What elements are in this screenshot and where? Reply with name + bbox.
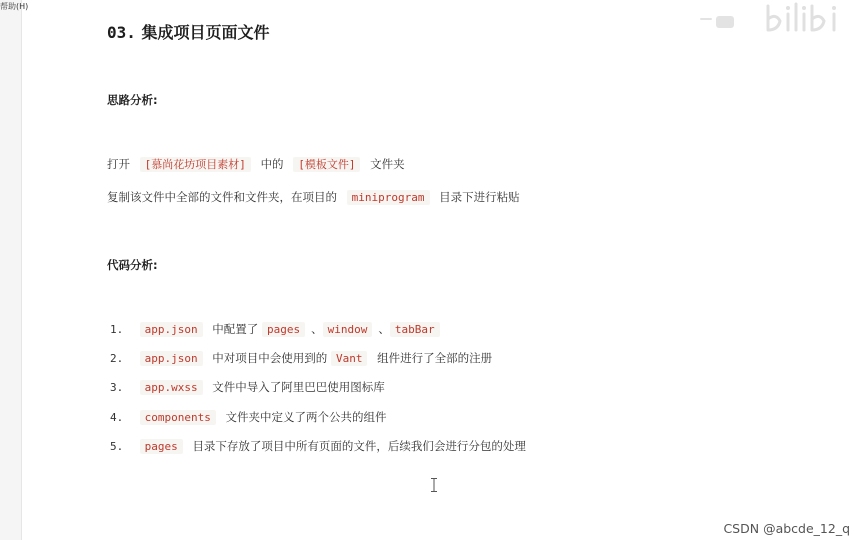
page-title bbox=[107, 20, 270, 43]
list-text: 中配置了 bbox=[212, 322, 259, 336]
list-item bbox=[110, 378, 385, 397]
list-item bbox=[110, 437, 526, 456]
paragraph-copy-files bbox=[107, 188, 520, 207]
title-number: 03. bbox=[107, 23, 136, 42]
inline-code: app.wxss bbox=[140, 380, 203, 395]
list-item bbox=[110, 349, 492, 368]
list-item bbox=[110, 320, 446, 339]
csdn-watermark: CSDN @abcde_12_q bbox=[723, 521, 850, 536]
inline-code-miniprogram: miniprogram bbox=[347, 190, 430, 205]
section-heading-analysis: 思路分析: bbox=[107, 93, 158, 107]
list-text: 组件进行了全部的注册 bbox=[377, 351, 493, 365]
list-marker: 2. bbox=[110, 352, 124, 365]
paragraph-open-folder bbox=[107, 155, 405, 174]
para2-text-1: 复制该文件中全部的文件和文件夹，在项目的 bbox=[107, 190, 337, 204]
separator: 、 bbox=[378, 322, 390, 336]
list-marker: 5. bbox=[110, 440, 124, 453]
inline-code: pages bbox=[140, 439, 183, 454]
inline-code: components bbox=[140, 410, 216, 425]
para1-text-1: 打开 bbox=[107, 157, 130, 171]
list-text: 中对项目中会使用到的 bbox=[212, 351, 328, 365]
list-text: 文件中导入了阿里巴巴使用图标库 bbox=[212, 380, 385, 394]
para1-text-2: 中的 bbox=[260, 157, 284, 171]
bilibili-logo-icon bbox=[696, 0, 846, 40]
separator: 、 bbox=[311, 322, 323, 336]
para2-text-2: 目录下进行粘贴 bbox=[439, 190, 520, 204]
inline-code-template: [模板文件] bbox=[293, 157, 360, 172]
inline-code: window bbox=[323, 322, 373, 337]
list-marker: 4. bbox=[110, 411, 124, 424]
inline-code: pages bbox=[262, 322, 305, 337]
para1-text-3: 文件夹 bbox=[370, 157, 405, 171]
list-text: 目录下存放了项目中所有页面的文件，后续我们会进行分包的处理 bbox=[192, 439, 526, 453]
list-marker: 3. bbox=[110, 381, 124, 394]
inline-code: app.json bbox=[140, 351, 203, 366]
text-cursor-icon bbox=[431, 478, 437, 492]
inline-code: tabBar bbox=[390, 322, 440, 337]
list-text: 文件夹中定义了两个公共的组件 bbox=[225, 410, 387, 424]
list-marker: 1. bbox=[110, 323, 124, 336]
list-item bbox=[110, 408, 387, 427]
inline-code-material: [慕尚花坊项目素材] bbox=[140, 157, 251, 172]
menu-help[interactable]: 帮助(H) bbox=[0, 2, 29, 11]
inline-code: app.json bbox=[140, 322, 203, 337]
inline-code: Vant bbox=[331, 351, 368, 366]
section-heading-code: 代码分析: bbox=[107, 258, 158, 272]
title-text: 集成项目页面文件 bbox=[141, 23, 270, 42]
